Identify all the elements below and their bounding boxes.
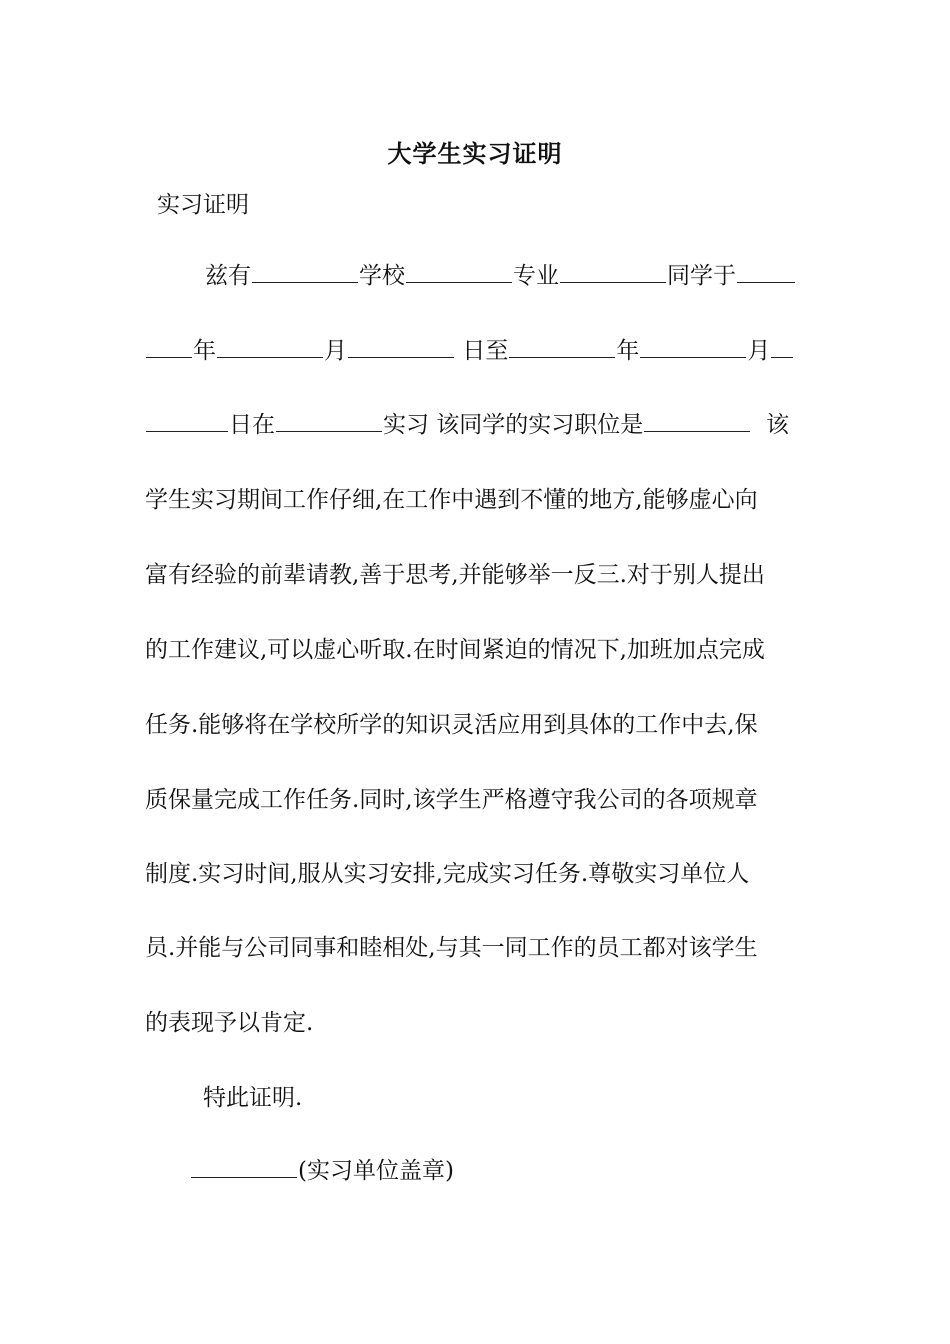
- text-day-at: 日在: [229, 412, 275, 438]
- start-year-blank-b[interactable]: [146, 335, 192, 358]
- stamp-blank[interactable]: [191, 1155, 297, 1178]
- text-year-2: 年: [616, 338, 640, 364]
- text-intern-position: 实习 该同学的实习职位是: [383, 412, 644, 438]
- text-major: 专业: [513, 263, 559, 289]
- closing-text: 特此证明.: [203, 1085, 303, 1111]
- body-line: 任务.能够将在学校所学的知识灵活应用到具体的工作中去,保: [145, 712, 758, 738]
- major-blank[interactable]: [406, 260, 512, 283]
- school-blank[interactable]: [252, 260, 358, 283]
- start-year-blank-a[interactable]: [737, 260, 795, 283]
- start-day-blank[interactable]: [348, 335, 454, 358]
- text-ziyou: 兹有: [205, 263, 251, 289]
- text-year-1: 年: [193, 338, 216, 364]
- end-month-blank[interactable]: [640, 335, 746, 358]
- fill-line-1: [145, 260, 809, 292]
- body-line: 的表现予以肯定.: [145, 1010, 314, 1036]
- text-gai: 该: [765, 412, 789, 438]
- body-line: 学生实习期间工作仔细,在工作中遇到不懂的地方,能够虚心向: [145, 487, 758, 513]
- position-blank[interactable]: [644, 409, 750, 432]
- body-line: 的工作建议,可以虚心听取.在时间紧迫的情况下,加班加点完成: [145, 637, 765, 663]
- body-line: 员.并能与公司同事和睦相处,与其一同工作的员工都对该学生: [145, 935, 758, 961]
- text-school: 学校: [359, 263, 405, 289]
- fill-line-2: [145, 335, 809, 367]
- stamp-line: [190, 1155, 454, 1187]
- text-day-to: 日至: [462, 338, 509, 364]
- end-day-blank-b[interactable]: [146, 409, 228, 432]
- body-line: 富有经验的前辈请教,善于思考,并能够举一反三.对于别人提出: [145, 562, 765, 588]
- text-month-2: 月: [747, 338, 771, 364]
- text-month-1: 月: [324, 338, 347, 364]
- end-year-blank[interactable]: [509, 335, 615, 358]
- fill-line-3: [145, 409, 809, 441]
- stamp-label: (实习单位盖章): [298, 1158, 454, 1184]
- document-title: 大学生实习证明: [387, 139, 563, 168]
- student-blank[interactable]: [560, 260, 666, 283]
- start-month-blank[interactable]: [217, 335, 323, 358]
- company-blank[interactable]: [276, 409, 382, 432]
- document-subtitle: 实习证明: [157, 192, 249, 218]
- text-student-at: 同学于: [667, 263, 736, 289]
- body-line: 质保量完成工作任务.同时,该学生严格遵守我公司的各项规章: [145, 787, 758, 813]
- end-day-blank-a[interactable]: [771, 335, 793, 358]
- body-line: 制度.实习时间,服从实习安排,完成实习任务.尊敬实习单位人: [145, 861, 750, 887]
